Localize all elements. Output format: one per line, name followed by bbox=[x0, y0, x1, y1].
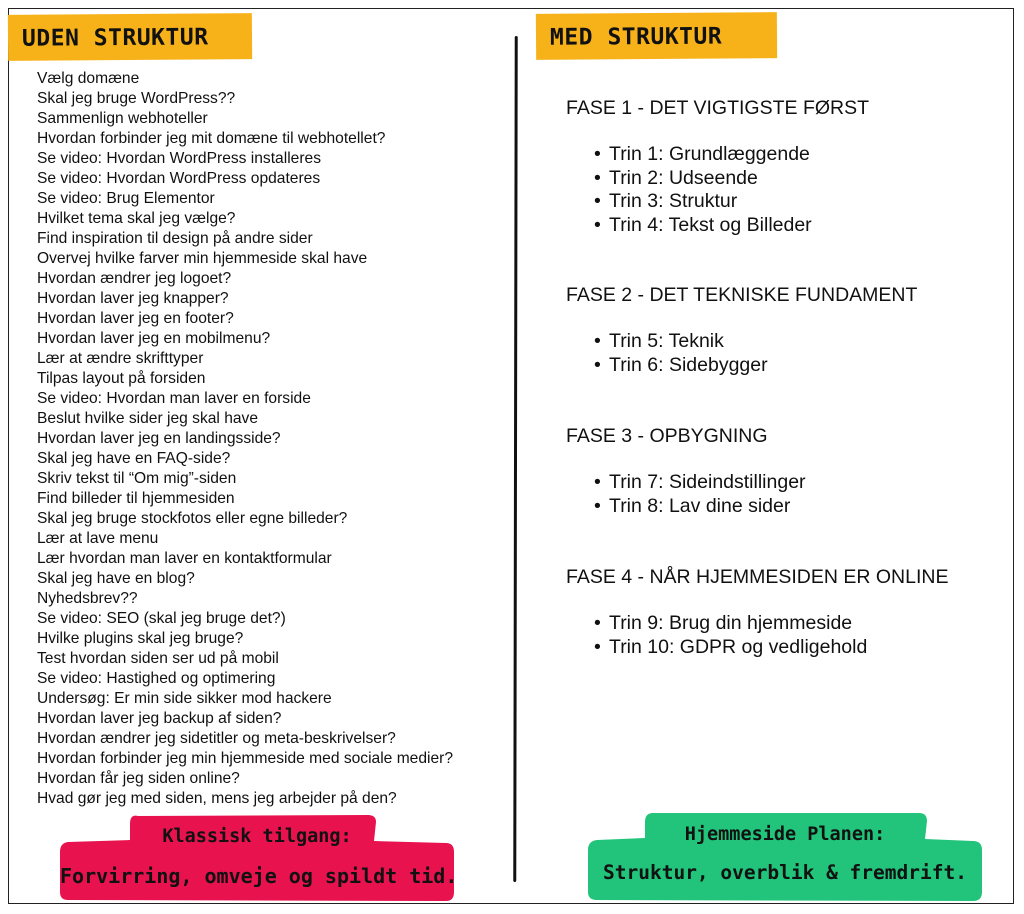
unstructured-task-item: Beslut hvilke sider jeg skal have bbox=[37, 410, 259, 427]
unstructured-task-item: Se video: Hvordan WordPress installeres bbox=[37, 150, 321, 167]
unstructured-task-item: Hvilke plugins skal jeg bruge? bbox=[37, 630, 244, 647]
left-callout bbox=[60, 812, 458, 900]
step-label: Trin 10: GDPR og vedligehold bbox=[609, 635, 868, 658]
step-item bbox=[594, 612, 949, 636]
right-callout bbox=[587, 810, 983, 900]
unstructured-task-item: Vælg domæne bbox=[37, 70, 140, 87]
unstructured-task-item: Hvordan ændrer jeg logoet? bbox=[37, 270, 232, 287]
step-item bbox=[594, 167, 869, 191]
bullet-icon: • bbox=[594, 143, 601, 165]
step-item bbox=[594, 495, 806, 519]
unstructured-task-item: Sammenlign webhoteller bbox=[37, 110, 208, 127]
step-item bbox=[594, 330, 917, 354]
unstructured-task-item: Find billeder til hjemmesiden bbox=[37, 490, 235, 507]
unstructured-task-item: Se video: Brug Elementor bbox=[37, 190, 215, 207]
step-item bbox=[594, 354, 917, 378]
unstructured-task-item: Skal jeg have en blog? bbox=[37, 570, 195, 587]
step-item bbox=[594, 143, 869, 167]
unstructured-task-item: Hvordan ændrer jeg sidetitler og meta-beskrivelser? bbox=[37, 730, 396, 747]
phase-title: FASE 3 - OPBYGNING bbox=[566, 425, 768, 447]
step-label: Trin 7: Sideindstillinger bbox=[609, 471, 806, 493]
unstructured-task-item: Hvordan laver jeg en mobilmenu? bbox=[37, 330, 271, 347]
step-label: Trin 6: Sidebygger bbox=[609, 353, 768, 376]
phase-steps-list bbox=[566, 330, 917, 377]
unstructured-task-item: Nyhedsbrev?? bbox=[37, 590, 138, 607]
right-header-med-struktur: MED STRUKTUR bbox=[536, 12, 777, 60]
unstructured-task-item: Skal jeg bruge WordPress?? bbox=[37, 90, 236, 107]
step-label: Trin 2: Udseende bbox=[609, 166, 758, 189]
unstructured-task-item: Hvilket tema skal jeg vælge? bbox=[37, 210, 236, 227]
phase-steps-list bbox=[566, 471, 806, 518]
bullet-icon: • bbox=[594, 213, 601, 236]
bullet-icon: • bbox=[594, 635, 601, 658]
phase-block bbox=[566, 96, 869, 237]
step-label: Trin 8: Lav dine sider bbox=[609, 494, 791, 517]
unstructured-task-item: Hvordan laver jeg en footer? bbox=[37, 310, 234, 327]
bullet-icon: • bbox=[594, 166, 601, 189]
step-label: Trin 3: Struktur bbox=[609, 190, 738, 212]
bullet-icon: • bbox=[594, 190, 601, 212]
left-callout-line2: Forvirring, omveje og spildt tid. bbox=[60, 864, 458, 888]
unstructured-task-item: Hvordan laver jeg en landingsside? bbox=[37, 430, 281, 447]
bullet-icon: • bbox=[594, 612, 601, 634]
unstructured-task-item: Hvordan får jeg siden online? bbox=[37, 770, 240, 787]
unstructured-task-item: Hvordan forbinder jeg mit domæne til webhotellet? bbox=[37, 130, 386, 147]
phase-block bbox=[566, 565, 949, 659]
phase-steps-list bbox=[566, 143, 869, 237]
unstructured-task-list bbox=[37, 69, 453, 809]
left-callout-line1: Klassisk tilgang: bbox=[162, 826, 352, 847]
unstructured-task-item: Se video: SEO (skal jeg bruge det?) bbox=[37, 610, 286, 627]
unstructured-task-item: Se video: Hastighed og optimering bbox=[37, 670, 276, 687]
unstructured-task-item: Hvordan laver jeg backup af siden? bbox=[37, 710, 282, 727]
right-callout-line2: Struktur, overblik & fremdrift. bbox=[603, 861, 967, 884]
step-label: Trin 5: Teknik bbox=[609, 330, 724, 352]
unstructured-task-item: Skal jeg bruge stockfotos eller egne billeder? bbox=[37, 510, 348, 527]
unstructured-task-item: Find inspiration til design på andre sider bbox=[37, 230, 313, 247]
step-label: Trin 4: Tekst og Billeder bbox=[609, 213, 812, 236]
phase-block bbox=[566, 283, 917, 377]
right-callout-line1: Hjemmeside Planen: bbox=[684, 824, 886, 845]
unstructured-task-item: Hvad gør jeg med siden, mens jeg arbejder på den? bbox=[37, 790, 397, 807]
phase-title: FASE 2 - DET TEKNISKE FUNDAMENT bbox=[566, 284, 918, 306]
phase-title: FASE 4 - NÅR HJEMMESIDEN ER ONLINE bbox=[566, 566, 949, 588]
step-label: Trin 1: Grundlæggende bbox=[609, 143, 810, 165]
bullet-icon: • bbox=[594, 330, 601, 352]
step-item bbox=[594, 471, 806, 495]
unstructured-task-item: Tilpas layout på forsiden bbox=[37, 370, 206, 387]
unstructured-task-item: Test hvordan siden ser ud på mobil bbox=[37, 650, 279, 667]
unstructured-task-item: Lær at ændre skrifttyper bbox=[37, 350, 204, 367]
unstructured-task-item: Lær hvordan man laver en kontaktformular bbox=[37, 550, 332, 567]
unstructured-task-item: Se video: Hvordan man laver en forside bbox=[37, 390, 311, 407]
unstructured-task-item: Undersøg: Er min side sikker mod hackere bbox=[37, 690, 332, 707]
step-label: Trin 9: Brug din hjemmeside bbox=[609, 612, 853, 634]
bullet-icon: • bbox=[594, 353, 601, 376]
phase-block bbox=[566, 424, 806, 518]
bullet-icon: • bbox=[594, 471, 601, 493]
bullet-icon: • bbox=[594, 494, 601, 517]
phase-title: FASE 1 - DET VIGTIGSTE FØRST bbox=[566, 97, 870, 119]
step-item bbox=[594, 636, 949, 660]
step-item bbox=[594, 214, 869, 238]
unstructured-task-item: Hvordan forbinder jeg min hjemmeside med sociale medier? bbox=[37, 750, 454, 767]
left-header-uden-struktur: UDEN STRUKTUR bbox=[8, 13, 252, 61]
unstructured-task-item: Se video: Hvordan WordPress opdateres bbox=[37, 170, 321, 187]
unstructured-task-item: Skal jeg have en FAQ-side? bbox=[37, 450, 231, 467]
phase-steps-list bbox=[566, 612, 949, 659]
unstructured-task-item: Hvordan laver jeg knapper? bbox=[37, 290, 229, 307]
step-item bbox=[594, 190, 869, 214]
unstructured-task-item: Skriv tekst til “Om mig”-siden bbox=[37, 470, 237, 487]
unstructured-task-item: Overvej hvilke farver min hjemmeside skal have bbox=[37, 250, 368, 267]
unstructured-task-item: Lær at lave menu bbox=[37, 530, 159, 547]
